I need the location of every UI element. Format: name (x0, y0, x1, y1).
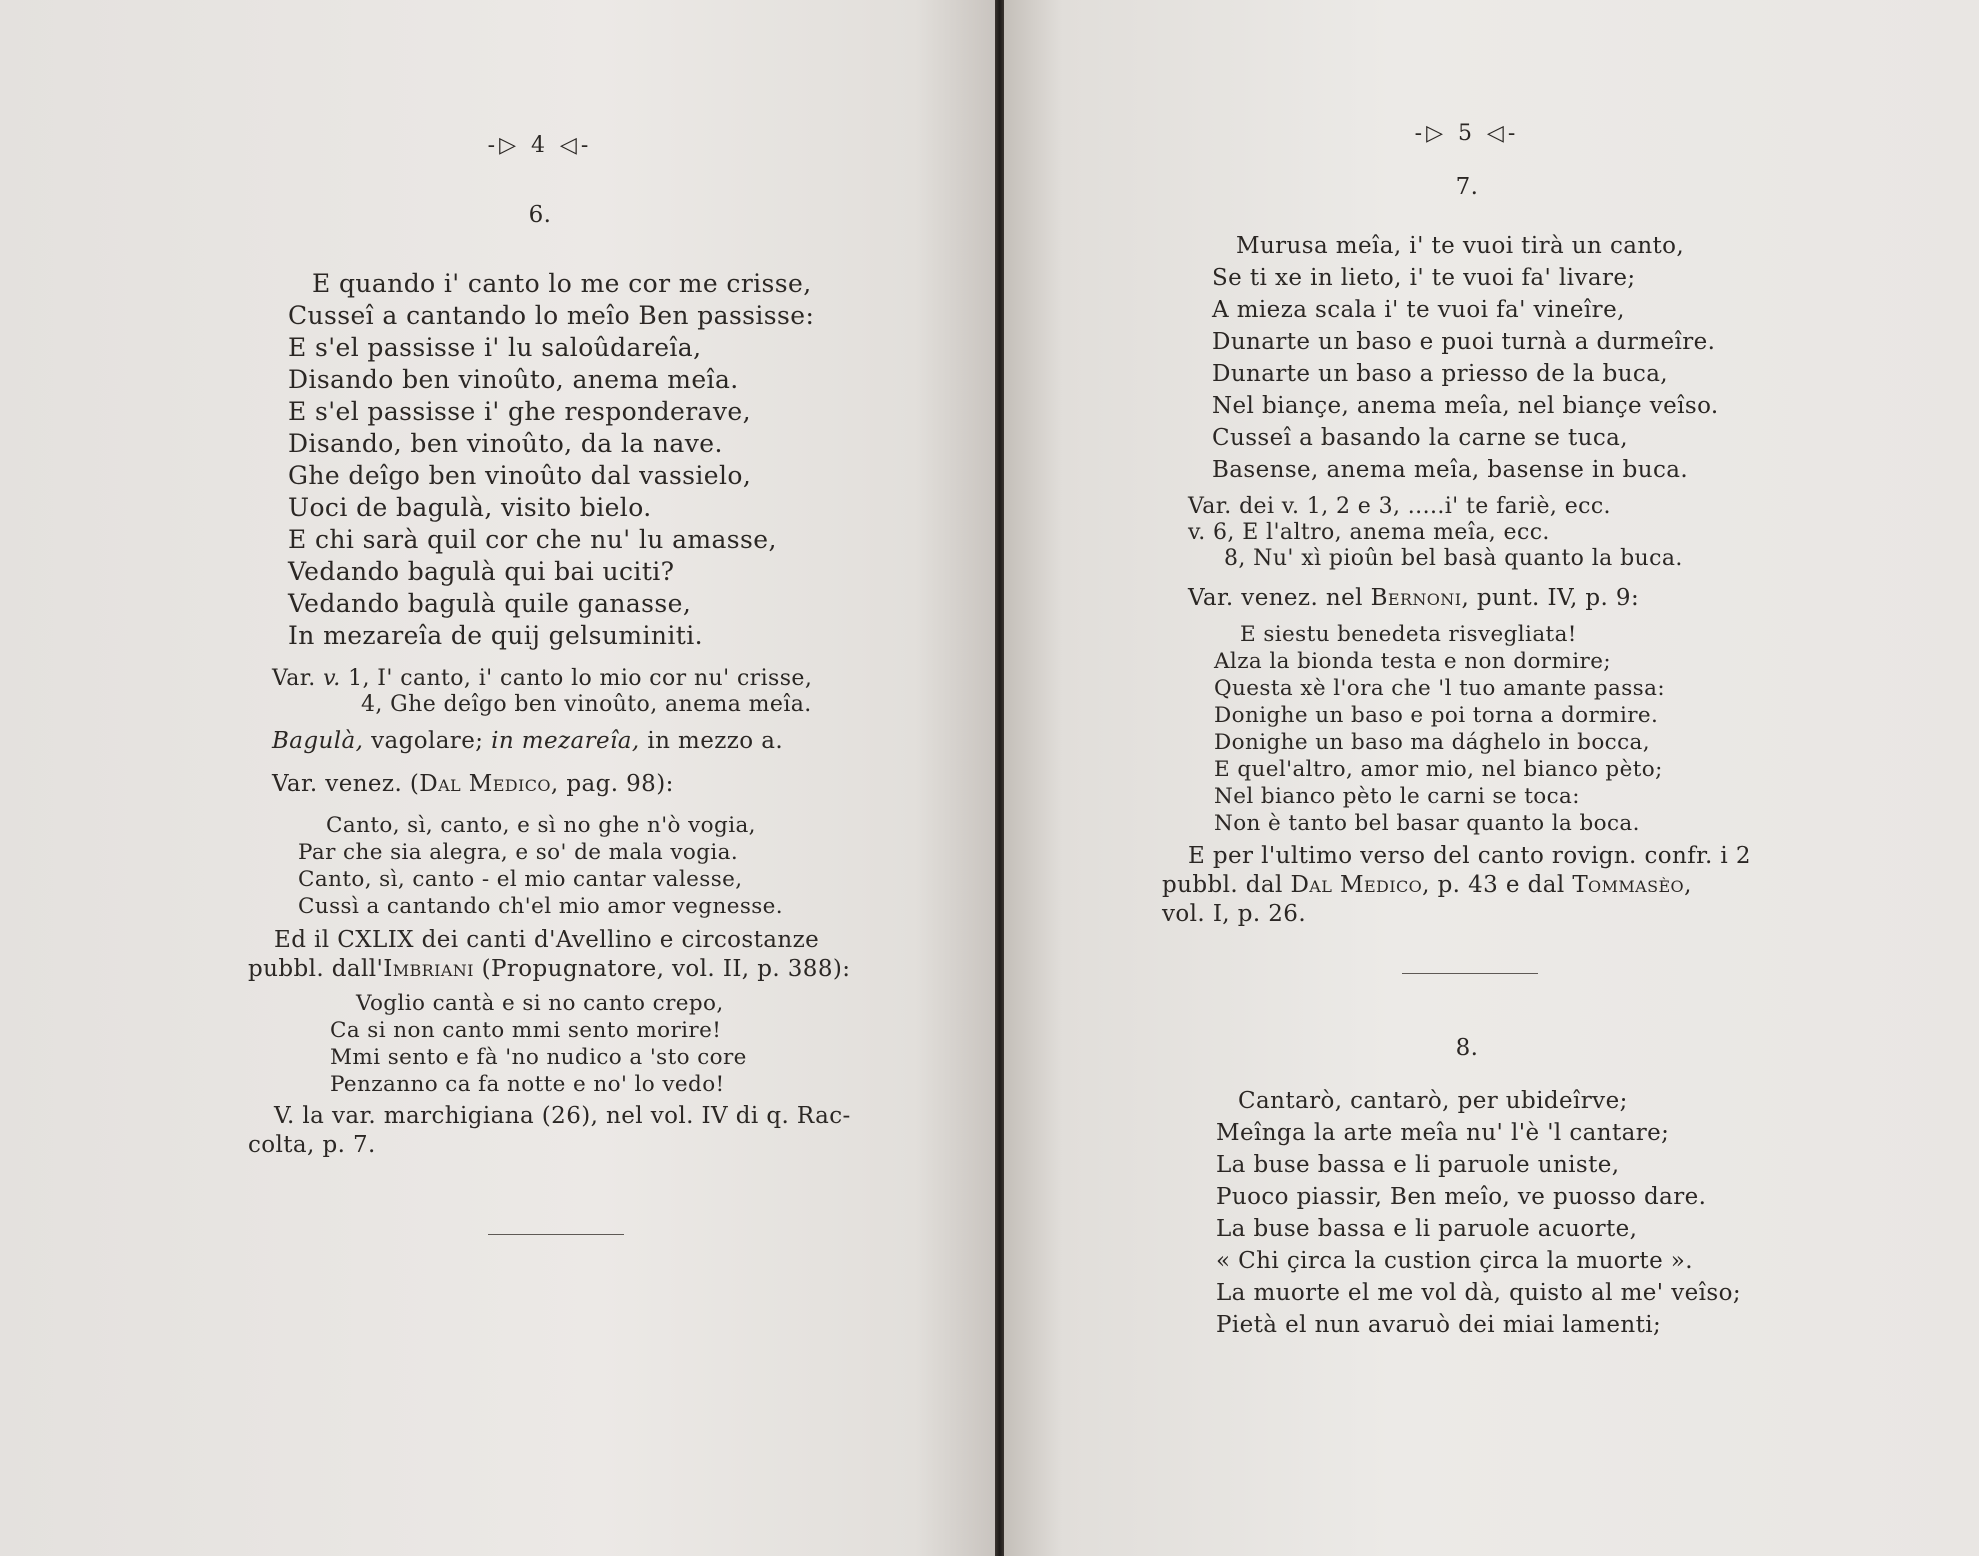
poem-line: Disando ben vinoûto, anema meîa. (288, 365, 739, 394)
quote-line: Voglio cantà e si no canto crepo, (356, 991, 724, 1016)
poem-line: « Chi çirca la custion çirca la muorte ». (1216, 1248, 1693, 1274)
right-variant-venez (1188, 584, 1828, 613)
poem-line: E s'el passisse i' ghe responderave, (288, 397, 751, 426)
poem-line: Vedando bagulà quile ganasse, (288, 589, 692, 618)
paragraph-line: vol. I, p. 26. (1162, 901, 1307, 927)
quote-line: Mmi sento e fà 'no nudico a 'sto core (330, 1045, 747, 1070)
quote-line: Questa xè l'ora che 'l tuo amante passa: (1214, 676, 1665, 701)
poem-line: Nel biançe, anema meîa, nel biançe veîso. (1212, 393, 1719, 419)
poem-line: In mezareîa de quij gelsuminiti. (288, 621, 703, 650)
variant-text: 1, I' canto, i' canto lo mio cor nu' crisse, (348, 666, 813, 691)
quote-line: Donighe un baso e poi torna a dormire. (1214, 703, 1659, 728)
right-quote-bernoni (1214, 621, 1834, 837)
citation-author: Bernoni (1370, 585, 1462, 611)
citation-suffix: , (1684, 872, 1692, 898)
poem-line: Murusa meîa, i' te vuoi tirà un canto, (1236, 233, 1685, 259)
quote-line: E quel'altro, amor mio, nel bianco pèto; (1214, 757, 1663, 782)
variant-verse-marker: v. (323, 666, 341, 691)
variant-line: v. 6, E l'altro, anema meîa, ecc. (1188, 520, 1550, 545)
poem-line: La buse bassa e li paruole acuorte, (1216, 1216, 1638, 1242)
variant-line: 4, Ghe deîgo ben vinoûto, anema meîa. (361, 692, 812, 717)
poem-line: Meînga la arte meîa nu' l'è 'l cantare; (1216, 1120, 1670, 1146)
quote-line: E siestu benedeta risvegliata! (1240, 622, 1577, 647)
citation-suffix: (Propugnatore, vol. II, p. 388): (473, 956, 851, 982)
quote-line: Donighe un baso ma dághelo in bocca, (1214, 730, 1651, 755)
left-section-number: 6. (528, 202, 552, 228)
citation-author: Imbriani (383, 956, 474, 982)
quote-line: Nel bianco pèto le carni se toca: (1214, 784, 1580, 809)
citation-author: Dal Medico (1290, 872, 1423, 898)
right-section-7-number: 7. (1455, 174, 1479, 200)
left-gloss (272, 727, 892, 756)
poem-line: Uoci de bagulà, visito bielo. (288, 493, 652, 522)
citation-author: Tommasèo (1572, 872, 1685, 898)
quote-line: Cussì a cantando ch'el mio amor vegnesse. (298, 894, 784, 919)
quote-line: Alza la bionda testa e non dormire; (1214, 649, 1611, 674)
paragraph-line (1162, 871, 1842, 900)
variant-line (272, 666, 892, 692)
poem-line: Pietà el nun avaruò dei miai lamenti; (1216, 1312, 1662, 1338)
paragraph-line: Ed il CXLIX dei canti d'Avellino e circostanze (274, 927, 820, 953)
quote-line: Penzanno ca fa notte e no' lo vedo! (330, 1072, 725, 1097)
right-poem-8 (1216, 1085, 1856, 1341)
left-ed-paragraph (248, 926, 888, 984)
right-page (1004, 0, 1979, 1556)
right-poem-7 (1212, 230, 1852, 486)
gloss-term: in mezareîa, (491, 728, 640, 754)
poem-line: E chi sarà quil cor che nu' lu amasse, (288, 525, 777, 554)
paragraph-line: V. la var. marchigiana (26), nel vol. IV di q. Rac- (274, 1103, 851, 1129)
poem-line: A mieza scala i' te vuoi fa' vineîre, (1212, 297, 1625, 323)
poem-line: Cusseî a basando la carne se tuca, (1212, 425, 1628, 451)
citation-prefix: Var. venez. ( (272, 771, 420, 797)
citation-suffix: , pag. 98): (550, 771, 674, 797)
poem-line: Cantarò, cantarò, per ubideîrve; (1238, 1088, 1628, 1114)
poem-line: Cusseî a cantando lo meîo Ben passisse: (288, 301, 815, 330)
left-poem (288, 268, 908, 652)
poem-line: E s'el passisse i' lu saloûdareîa, (288, 333, 702, 362)
right-variant-block (1188, 494, 1828, 572)
citation-prefix: pubbl. dal (1162, 872, 1291, 898)
left-section-divider (488, 1234, 624, 1235)
poem-line: Puoco piassir, Ben meîo, ve puosso dare. (1216, 1184, 1707, 1210)
right-final-paragraph (1162, 842, 1842, 929)
variant-prefix: Var. (272, 666, 316, 691)
poem-line: Vedando bagulà qui bai uciti? (288, 557, 675, 586)
quote-line: Ca si non canto mmi sento morire! (330, 1018, 722, 1043)
poem-line: La buse bassa e li paruole uniste, (1216, 1152, 1620, 1178)
right-page-number: -▷ 5 ◁- (1414, 121, 1520, 146)
citation-author: Dal Medico (419, 771, 551, 797)
paragraph-line: E per l'ultimo verso del canto rovign. confr. i 2 (1188, 843, 1751, 869)
citation-prefix: pubbl. dall' (248, 956, 384, 982)
book-gutter (995, 0, 1004, 1556)
variant-line: 8, Nu' xì pioûn bel basà quanto la buca. (1224, 546, 1683, 571)
quote-line: Canto, sì, canto, e sì no ghe n'ò vogia, (326, 813, 756, 838)
quote-line: Canto, sì, canto - el mio cantar valesse, (298, 867, 743, 892)
variant-line: Var. dei v. 1, 2 e 3, .....i' te fariè, ecc. (1188, 494, 1611, 519)
left-variant-block (272, 666, 892, 718)
citation-suffix: , punt. IV, p. 9: (1461, 585, 1640, 611)
poem-line: Dunarte un baso e puoi turnà a durmeîre. (1212, 329, 1716, 355)
gloss-term: Bagulà, (272, 728, 364, 754)
poem-line: Basense, anema meîa, basense in buca. (1212, 457, 1689, 483)
right-section-divider (1402, 973, 1538, 974)
poem-line: La muorte el me vol dà, quisto al me' veîso; (1216, 1280, 1741, 1306)
left-page-number: -▷ 4 ◁- (487, 133, 593, 158)
poem-line: Disando, ben vinoûto, da la nave. (288, 429, 723, 458)
left-final-paragraph (248, 1102, 888, 1160)
poem-line: Ghe deîgo ben vinoûto dal vassielo, (288, 461, 752, 490)
paragraph-line (248, 955, 888, 984)
gloss-definition: in mezzo a. (647, 728, 784, 754)
poem-line: Se ti xe in lieto, i' te vuoi fa' livare; (1212, 265, 1636, 291)
citation-prefix: Var. venez. nel (1188, 585, 1371, 611)
left-quote-2 (330, 990, 890, 1098)
right-section-8-number: 8. (1455, 1035, 1479, 1061)
poem-line: E quando i' canto lo me cor me crisse, (312, 269, 812, 298)
left-quote-1 (298, 812, 898, 920)
citation-middle: , p. 43 e dal (1422, 872, 1573, 898)
poem-line: Dunarte un baso a priesso de la buca, (1212, 361, 1669, 387)
paragraph-line: colta, p. 7. (248, 1132, 376, 1158)
quote-line: Par che sia alegra, e so' de mala vogia. (298, 840, 739, 865)
quote-line: Non è tanto bel basar quanto la boca. (1214, 811, 1640, 836)
gloss-definition: vagolare; (371, 728, 484, 754)
left-variant-venez (272, 770, 892, 799)
